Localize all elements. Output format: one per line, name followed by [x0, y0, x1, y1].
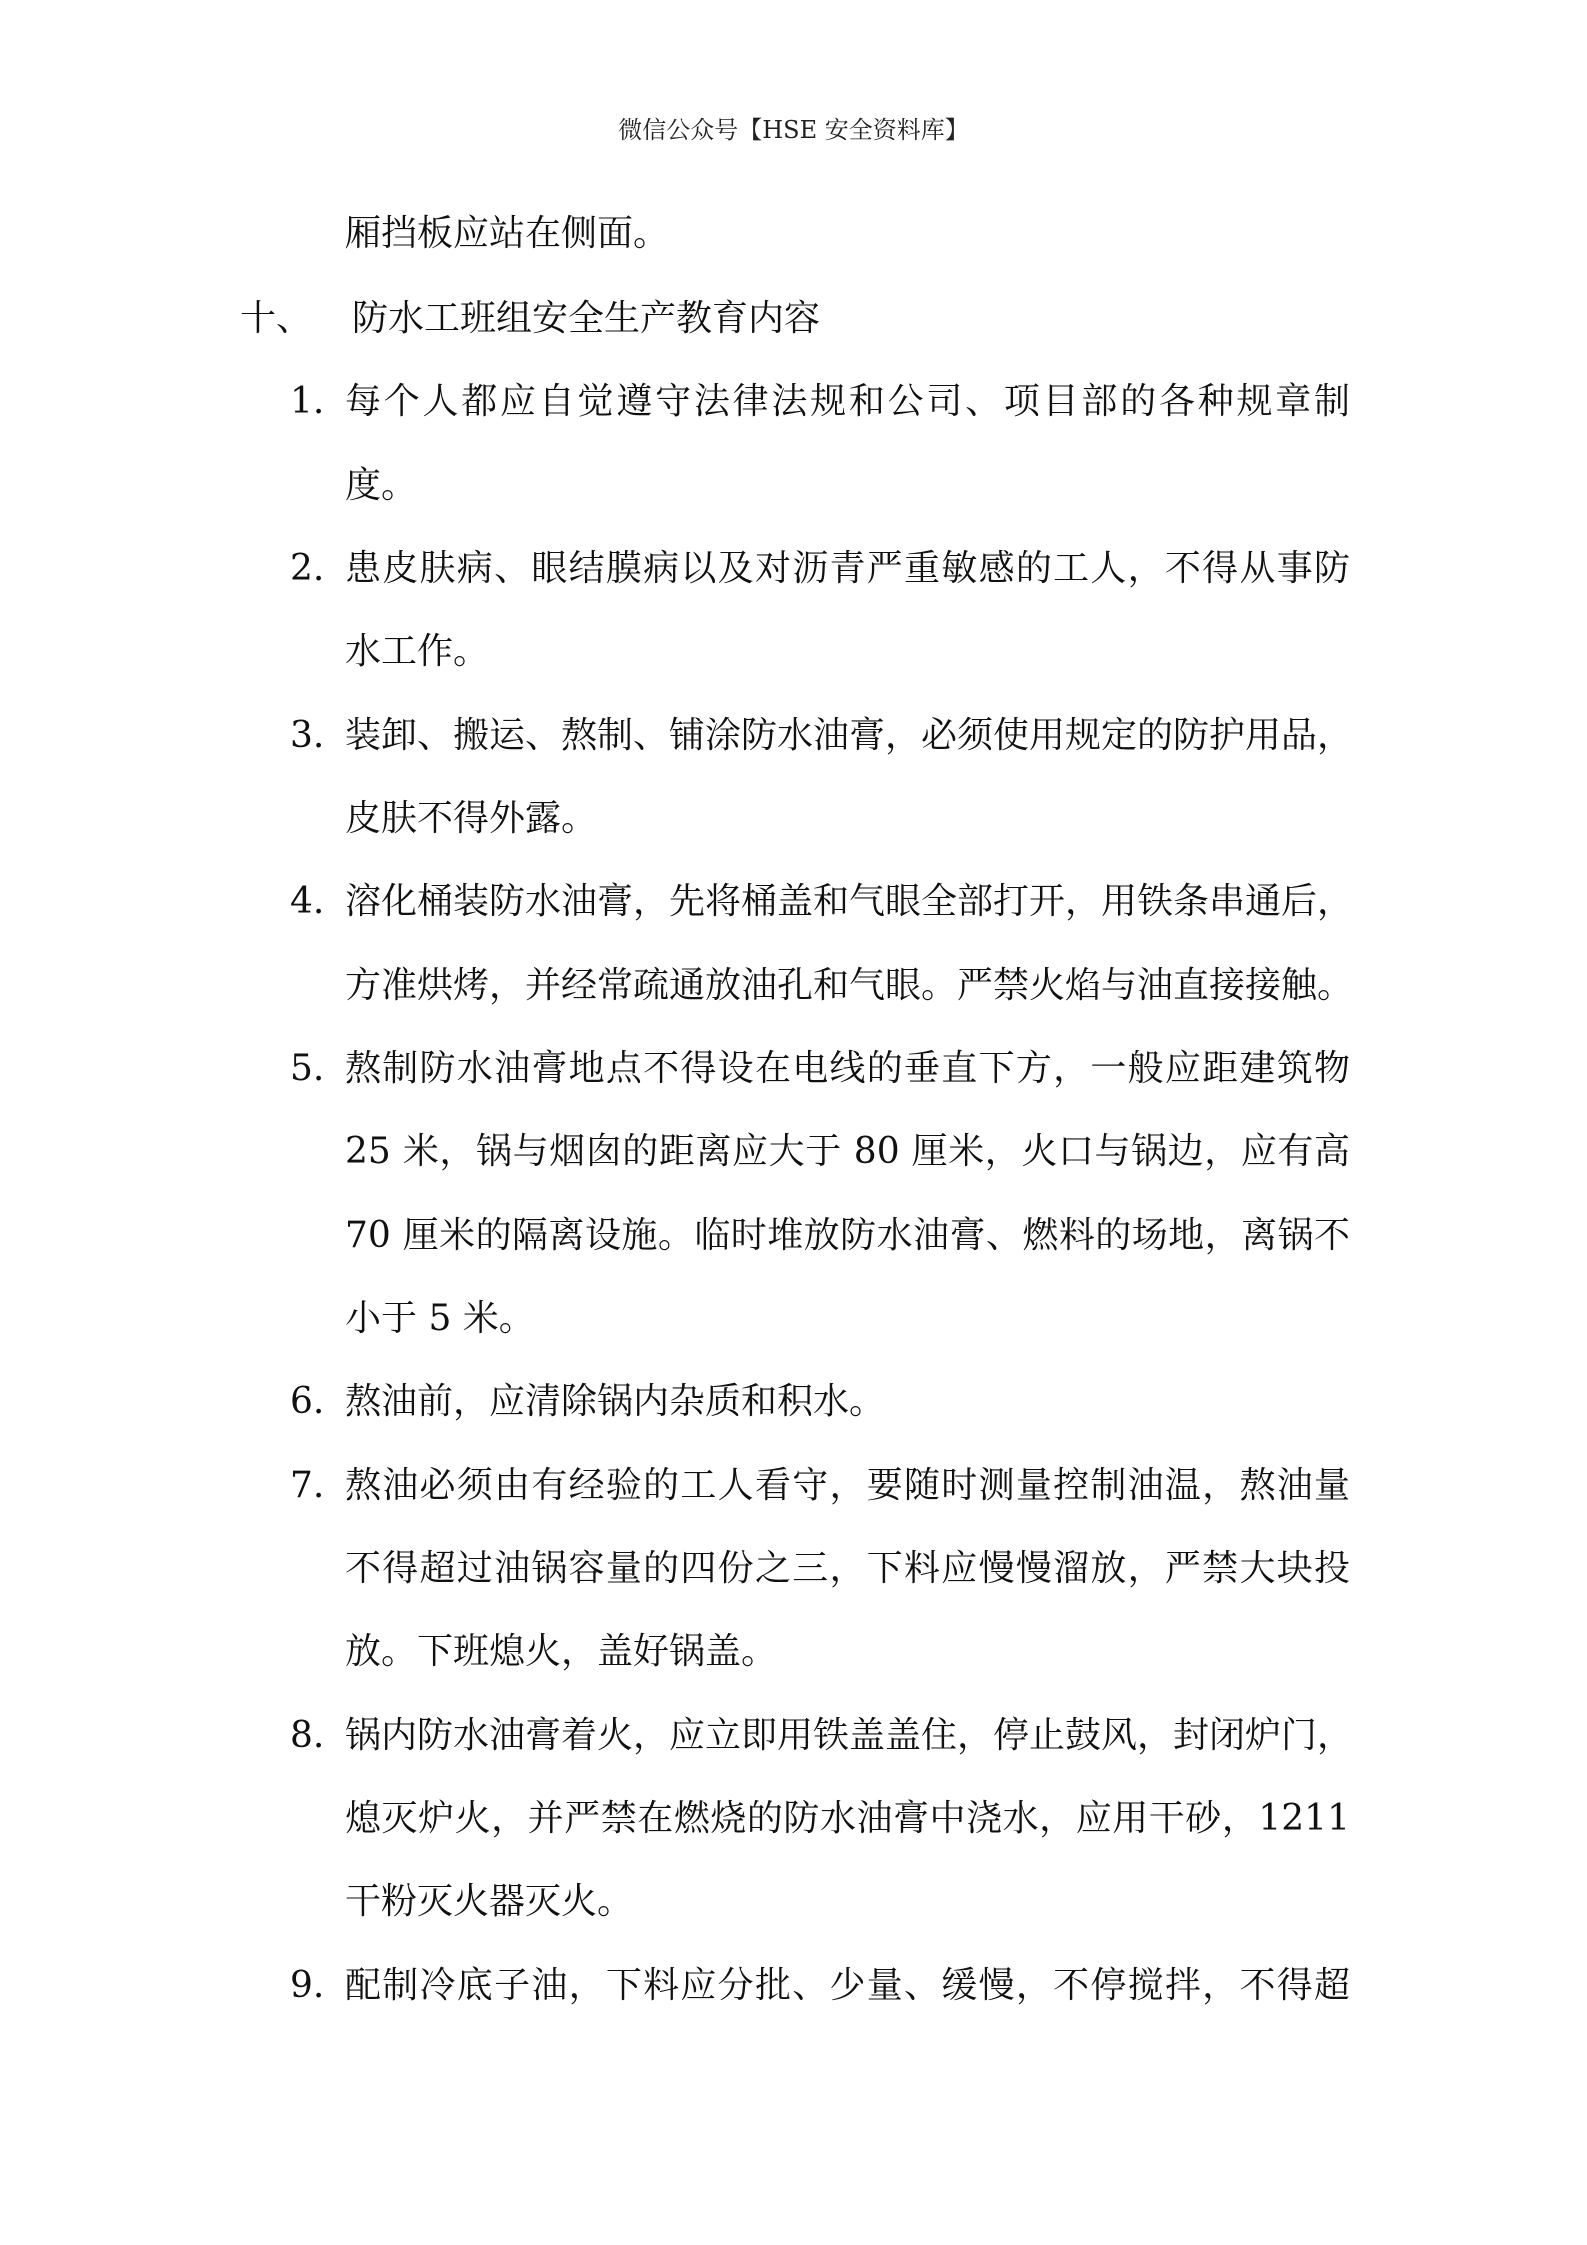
item-7-number: 7.: [290, 1465, 325, 1506]
item-3-line-2: 皮肤不得外露。: [345, 798, 598, 839]
item-8-line-1: 锅内防水油膏着火，应立即用铁盖盖住，停止鼓风，封闭炉门，: [345, 1715, 1354, 1756]
item-8-line-3: 干粉灭火器灭火。: [345, 1881, 634, 1922]
item-6-number: 6.: [290, 1381, 325, 1422]
item-2-line-1: 患皮肤病、眼结膜病以及对沥青严重敏感的工人，不得从事防: [345, 548, 1350, 589]
section-title: 防水工班组安全生产教育内容: [352, 298, 821, 339]
item-1-line-1: 每个人都应自觉遵守法律法规和公司、项目部的各种规章制: [345, 381, 1350, 422]
item-2-number: 2.: [290, 548, 325, 589]
item-1-number: 1.: [290, 381, 325, 422]
item-5-line-3: 70 厘米的隔离设施。临时堆放防水油膏、燃料的场地，离锅不: [345, 1215, 1350, 1256]
item-3-line-1: 装卸、搬运、熬制、铺涂防水油膏，必须使用规定的防护用品，: [345, 715, 1354, 756]
item-9-line-1: 配制冷底子油，下料应分批、少量、缓慢，不停搅拌，不得超: [345, 1965, 1350, 2006]
item-3-number: 3.: [290, 715, 325, 756]
item-2-line-2: 水工作。: [345, 631, 490, 672]
item-7-line-3: 放。下班熄火，盖好锅盖。: [345, 1631, 778, 1672]
item-5-line-1: 熬制防水油膏地点不得设在电线的垂直下方，一般应距建筑物: [345, 1048, 1350, 1089]
item-7-line-2: 不得超过油锅容量的四份之三，下料应慢慢溜放，严禁大块投: [345, 1548, 1350, 1589]
page-header: 微信公众号【HSE 安全资料库】: [618, 116, 969, 144]
item-6-line-1: 熬油前，应清除锅内杂质和积水。: [345, 1381, 886, 1422]
item-7-line-1: 熬油必须由有经验的工人看守，要随时测量控制油温，熬油量: [345, 1465, 1350, 1506]
continuation-text: 厢挡板应站在侧面。: [345, 213, 670, 254]
item-1-line-2: 度。: [345, 465, 418, 506]
item-4-line-1: 溶化桶装防水油膏，先将桶盖和气眼全部打开，用铁条串通后，: [345, 881, 1354, 922]
item-5-line-4: 小于 5 米。: [345, 1298, 535, 1339]
item-5-line-2: 25 米，锅与烟囱的距离应大于 80 厘米，火口与锅边，应有高: [345, 1131, 1350, 1172]
item-9-number: 9.: [290, 1965, 325, 2006]
section-marker: 十、: [240, 298, 313, 339]
item-5-number: 5.: [290, 1048, 325, 1089]
item-8-number: 8.: [290, 1715, 325, 1756]
item-8-line-2: 熄灭炉火，并严禁在燃烧的防水油膏中浇水，应用干砂，1211: [345, 1798, 1350, 1839]
item-4-number: 4.: [290, 881, 325, 922]
item-4-line-2: 方准烘烤，并经常疏通放油孔和气眼。严禁火焰与油直接接触。: [345, 965, 1354, 1006]
